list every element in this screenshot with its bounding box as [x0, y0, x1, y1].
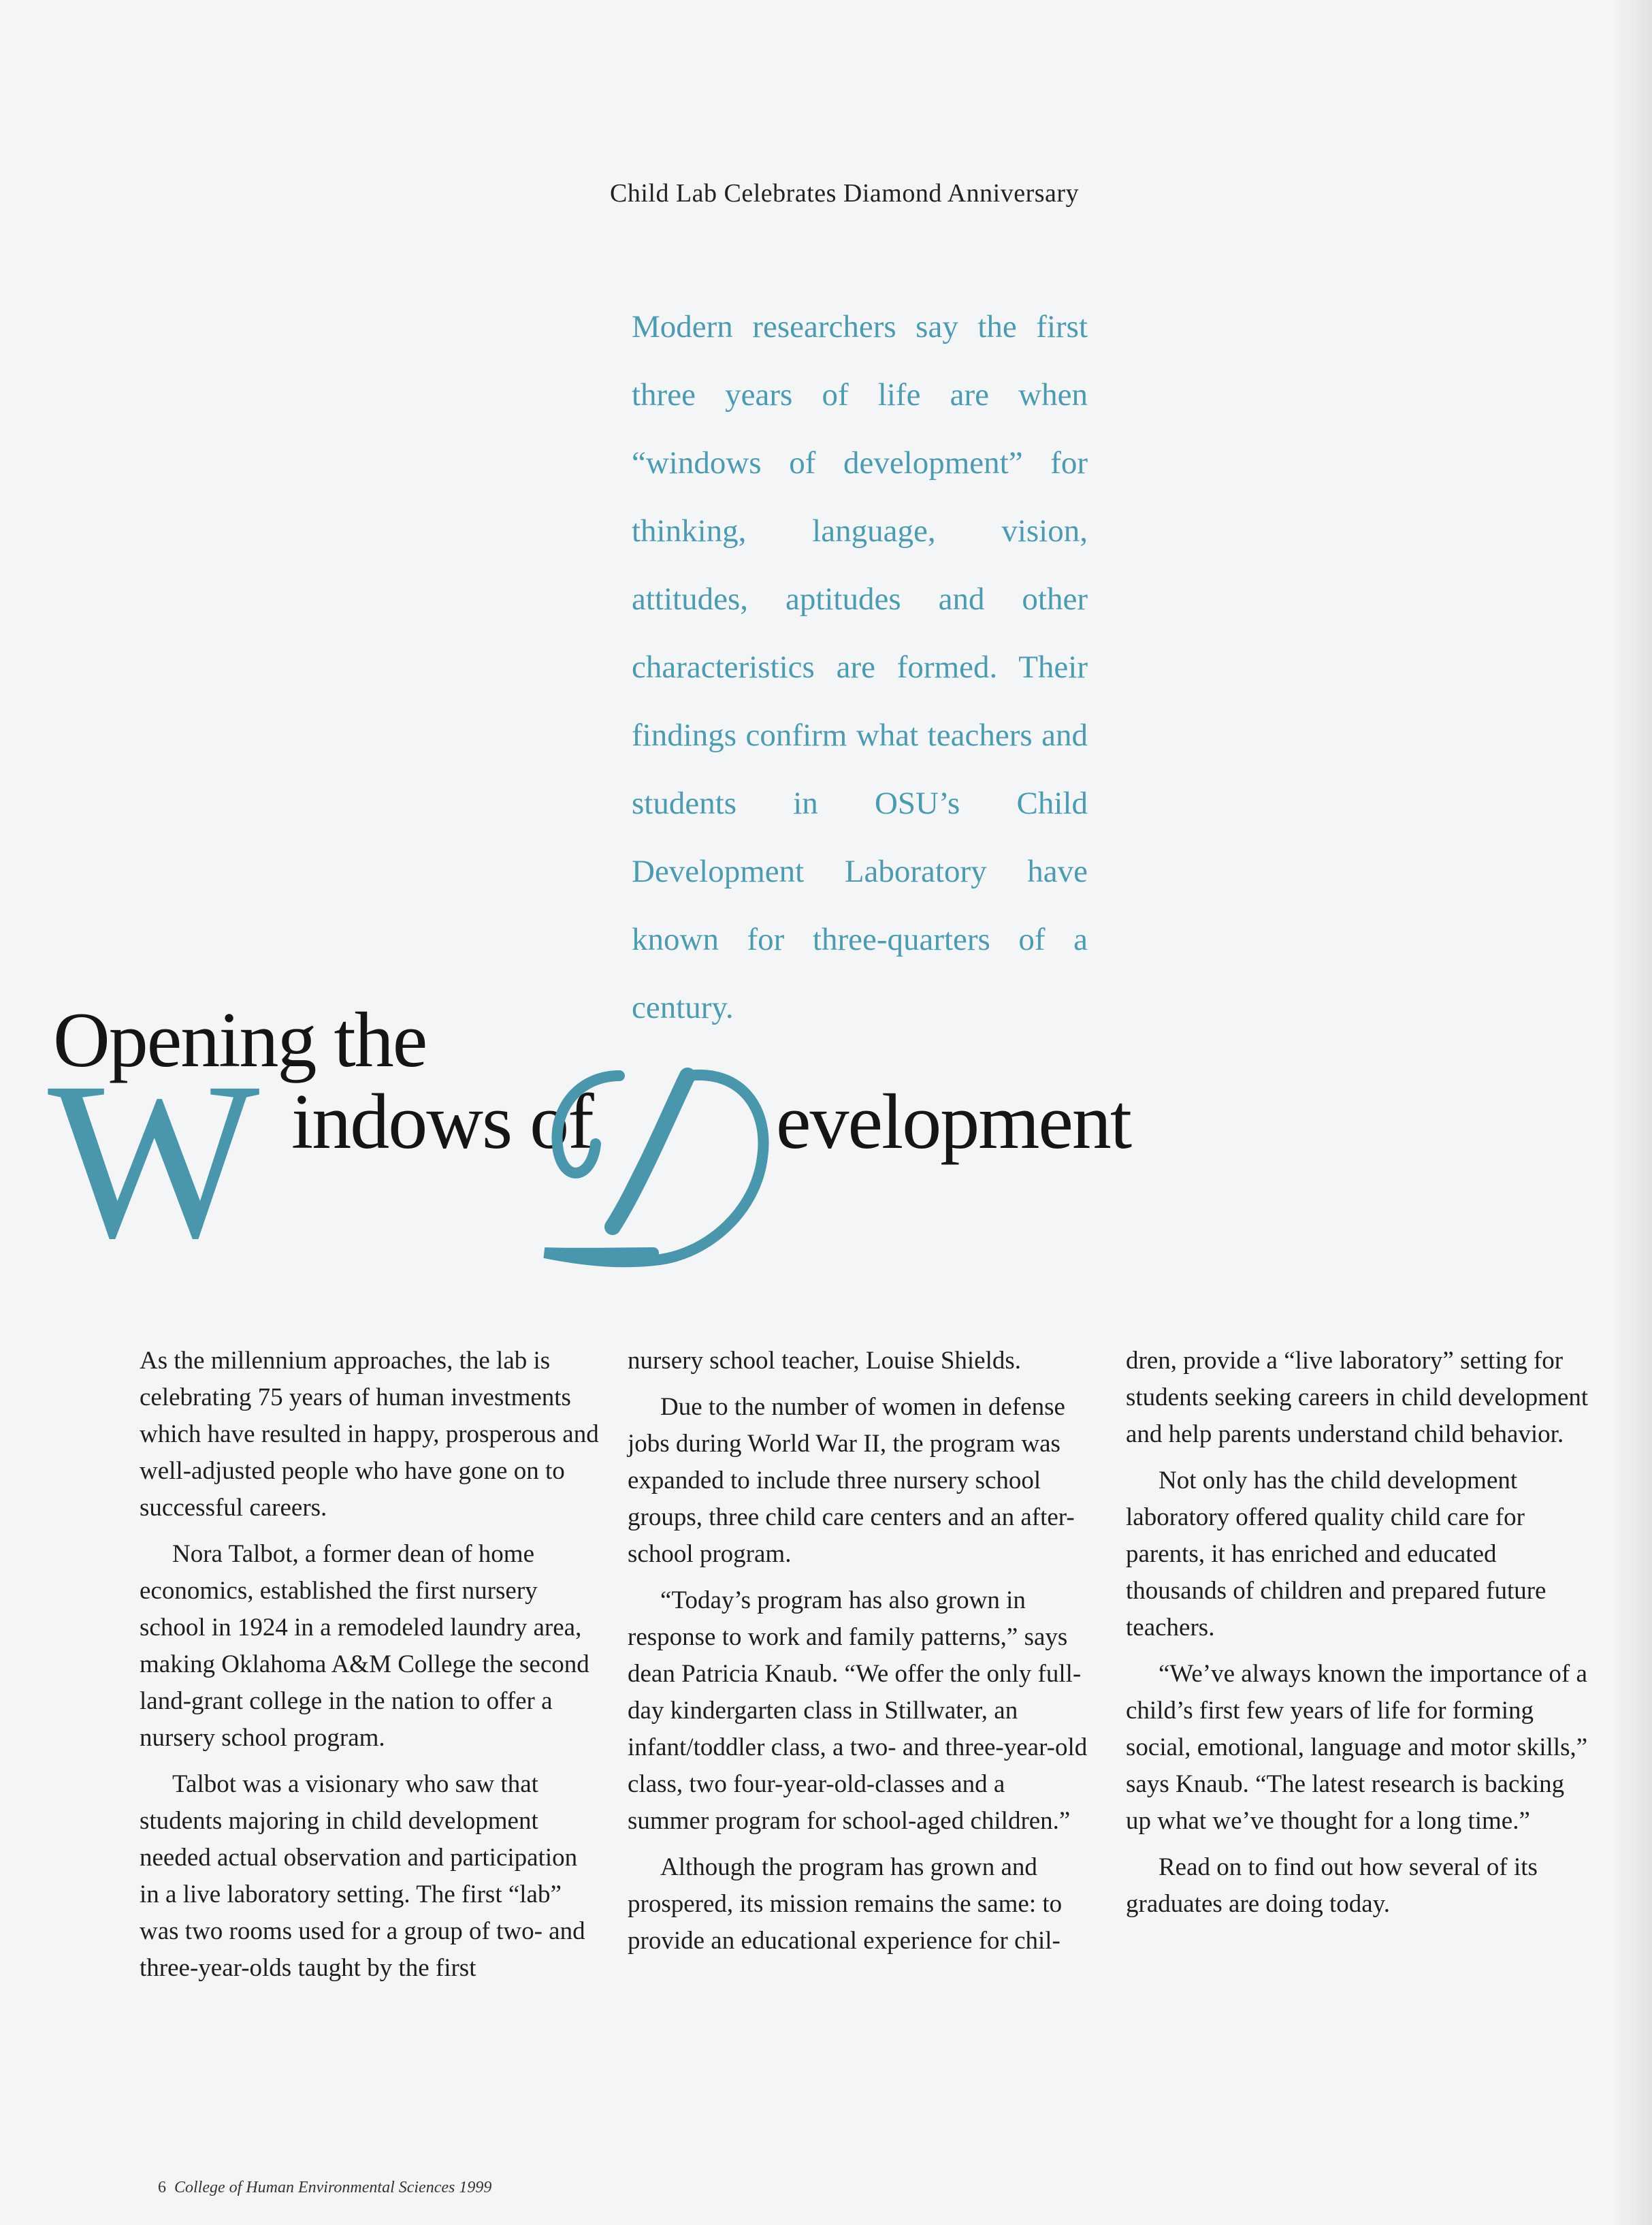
paragraph: Read on to find out how several of its graduates are doing today. — [1126, 1853, 1538, 1918]
paragraph: Not only has the child development laboratory offered quality child care for parents, it has enriched and educated thousands of children and prepared future teachers. — [1126, 1467, 1546, 1642]
page-folio — [158, 2179, 491, 2197]
title-initial-w: W — [48, 1036, 253, 1285]
lead-paragraph: Modern researchers say the first three years of life are when “windows of development” for thinking, language, vision, attitudes, aptitudes and other characteristics are formed. Their findings confirm what teachers and students in OSU’s Child Development Laboratory have known for three-quarters of a century. — [632, 309, 1088, 1025]
title-line-1: Opening the — [53, 997, 427, 1084]
paragraph: Due to the number of women in defense jobs during World War II, the program was expanded to include three nursery school groups, three child care centers and an after-school program. — [628, 1393, 1075, 1568]
paragraph: “Today’s program has also grown in response to work and family patterns,” says dean Patricia Knaub. “We offer the only full-day kindergarten class in Stillwater, an infant/toddler class, a two- and three-year-old class, two four-year-old-classes and a summer program for school-aged children.” — [628, 1586, 1088, 1835]
paragraph: nursery school teacher, Louise Shields. — [628, 1347, 1022, 1375]
paragraph: Talbot was a visionary who saw that students majoring in child development needed actual observation and participation in a live laboratory setting. The first “lab” was two rooms used for a group of two- and three-year-olds taught by the first — [140, 1770, 585, 1982]
page-edge-shadow — [1611, 0, 1652, 2225]
paragraph: “We’ve always known the importance of a child’s first few years of life for forming social, emotional, language and motor skills,” says Knaub. “The latest research is backing up what we’ve thought for a long time.” — [1126, 1660, 1588, 1835]
body-column-2 — [628, 1343, 1090, 1969]
paragraph: As the millennium approaches, the lab is celebrating 75 years of human investments which have resulted in happy, prosperous and well-adjusted people who have gone on to successful careers. — [140, 1347, 599, 1522]
title-initial-d — [538, 1049, 783, 1273]
running-head: Child Lab Celebrates Diamond Anniversary — [610, 179, 1080, 208]
paragraph: Although the program has grown and prospered, its mission remains the same: to provide an educational experience for chil- — [628, 1853, 1063, 1955]
title-development: evelopment — [776, 1078, 1131, 1166]
body-column-3 — [1126, 1343, 1589, 1932]
paragraph: Nora Talbot, a former dean of home economics, established the first nursery school in 1924 in a remodeled laundry area, making Oklahoma A&M College the second land-grant college in the nation to offer a nursery school program. — [140, 1540, 589, 1752]
title-windows-of: indows of — [291, 1078, 593, 1166]
paragraph: dren, provide a “live laboratory” setting for students seeking careers in child development and help parents understand child behavior. — [1126, 1347, 1589, 1448]
page-number: 6 — [158, 2179, 166, 2196]
publication-name: College of Human Environmental Sciences 1999 — [174, 2179, 492, 2196]
body-column-1 — [140, 1343, 602, 1996]
